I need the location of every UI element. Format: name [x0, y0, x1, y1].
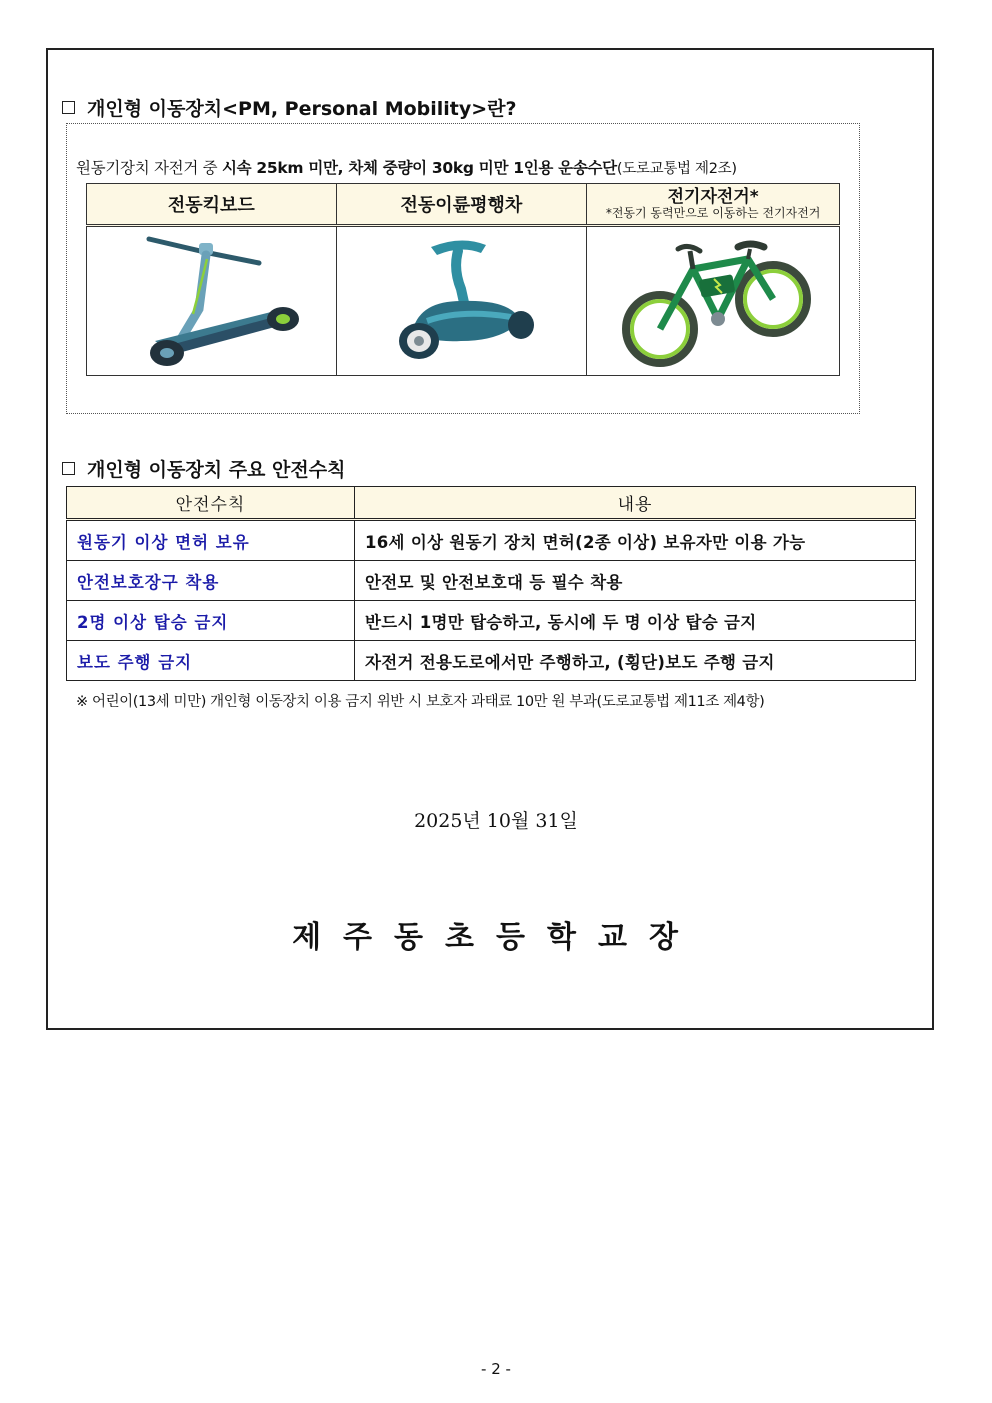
- balance-scooter-image-cell: [336, 226, 587, 376]
- rule-content: 안전모 및 안전보호대 등 필수 착용: [355, 561, 916, 601]
- rule-name: 원동기 이상 면허 보유: [67, 520, 355, 561]
- table-row: [67, 601, 916, 641]
- rules-header-content: 내용: [355, 487, 916, 520]
- electric-kickboard-illustration: [111, 229, 311, 369]
- ebike-image-cell: [587, 226, 840, 376]
- table-row: [67, 561, 916, 601]
- rule-name: 보도 주행 금지: [67, 641, 355, 681]
- device-name-ebike: [587, 184, 840, 226]
- rule-content: 자전거 전용도로에서만 주행하고, (횡단)보도 주행 금지: [355, 641, 916, 681]
- children-note: ※ 어린이(13세 미만) 개인형 이동장치 이용 금지 위반 시 보호자 과태료 10만 원 부과(도로교통법 제11조 제4항): [76, 694, 765, 710]
- rule-content: 16세 이상 원동기 장치 면허(2종 이상) 보유자만 이용 가능: [355, 520, 916, 561]
- section-title-safety: [62, 455, 345, 482]
- device-name-balance-scooter: 전동이륜평행차: [336, 184, 587, 226]
- pm-device-table: [86, 183, 840, 376]
- principal-signature: 제주동초등학교장: [292, 920, 700, 955]
- pm-desc-plain: 원동기장치 자전거 중: [76, 159, 222, 177]
- section-title-pm-text: 개인형 이동장치<PM, Personal Mobility>란?: [87, 98, 517, 120]
- safety-rules-table: [66, 486, 916, 681]
- section-title-safety-text: 개인형 이동장치 주요 안전수칙: [87, 459, 346, 481]
- kickboard-image-cell: [87, 226, 337, 376]
- table-row: [67, 520, 916, 561]
- pm-desc-bold: 시속 25km 미만, 차체 중량이 30kg 미만 1인용 운송수단: [221, 159, 617, 177]
- document-date: 2025년 10월 31일: [414, 810, 578, 832]
- rule-name: 2명 이상 탑승 금지: [67, 601, 355, 641]
- pm-desc-reference: (도로교통법 제2조): [616, 161, 737, 177]
- ebike-footnote: *전동기 동력만으로 이동하는 전기자전거: [605, 206, 821, 220]
- section-title-pm: [62, 94, 517, 121]
- electric-bicycle-illustration: [608, 229, 818, 369]
- table-row: [67, 641, 916, 681]
- device-name-kickboard: 전동킥보드: [87, 184, 337, 226]
- page-number: - 2 -: [481, 1360, 511, 1378]
- self-balancing-scooter-illustration: [361, 229, 561, 369]
- rules-header-rule: 안전수칙: [67, 487, 355, 520]
- checkbox-square-icon: [62, 101, 75, 114]
- ebike-title: 전기자전거*: [667, 187, 759, 207]
- rule-name: 안전보호장구 착용: [67, 561, 355, 601]
- rule-content: 반드시 1명만 탑승하고, 동시에 두 명 이상 탑승 금지: [355, 601, 916, 641]
- pm-description: [76, 156, 737, 178]
- checkbox-square-icon: [62, 462, 75, 475]
